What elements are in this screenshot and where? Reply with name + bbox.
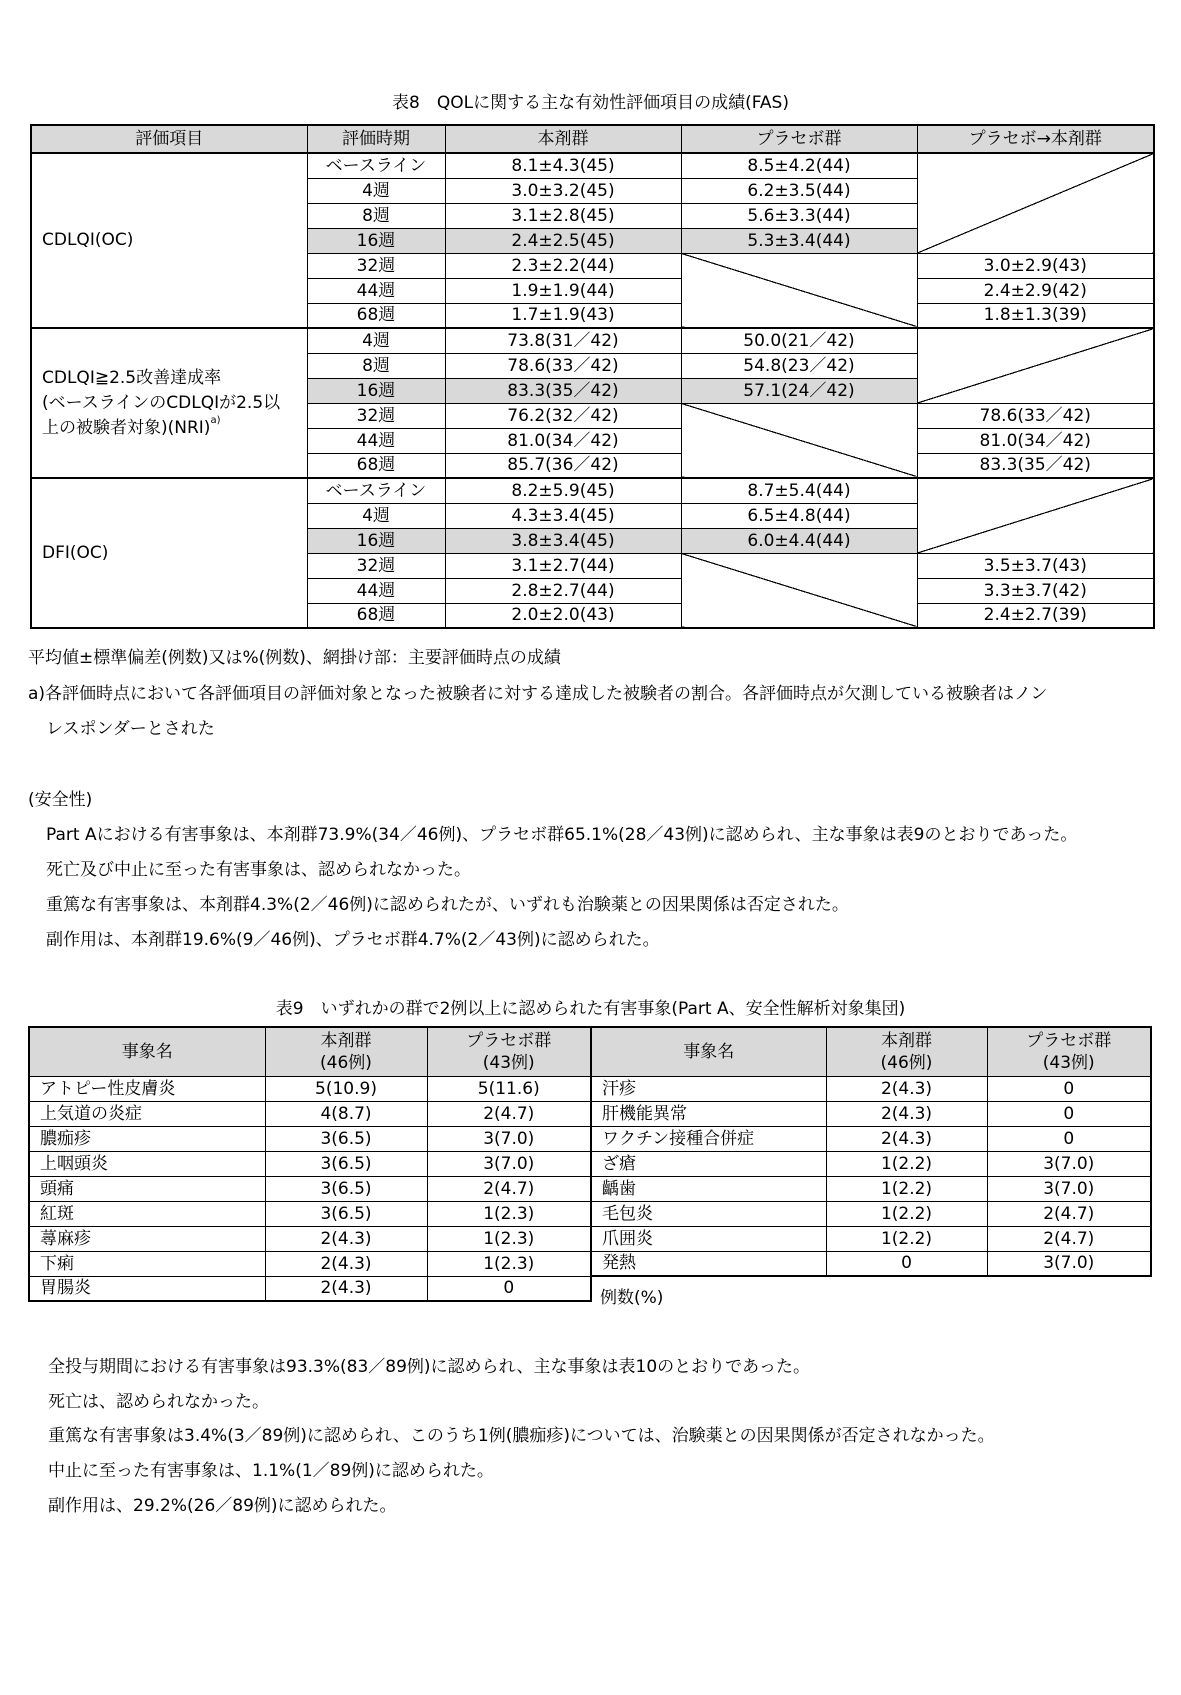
item-line: 上の被験者対象)(NRI) bbox=[42, 417, 211, 438]
event-cell: 上気道の炎症 bbox=[29, 1101, 265, 1126]
event-cell: 紅斑 bbox=[29, 1201, 265, 1226]
placebo-cell: 57.1(24／42) bbox=[681, 378, 917, 403]
placebo-cell: 2(4.7) bbox=[427, 1176, 591, 1201]
table8-caption: 表8 QOLに関する主な有効性評価項目の成績(FAS) bbox=[392, 93, 789, 113]
drug-cell: 85.7(36／42) bbox=[445, 453, 681, 478]
drug-cell: 73.8(31／42) bbox=[445, 328, 681, 353]
event-cell: 上咽頭炎 bbox=[29, 1151, 265, 1176]
header-period: 評価時期 bbox=[307, 125, 445, 153]
header-line: プラセボ群 bbox=[1026, 1030, 1112, 1051]
period-cell: 32週 bbox=[307, 403, 445, 428]
empty-diagonal-cell bbox=[681, 253, 917, 328]
period-cell: 8週 bbox=[307, 203, 445, 228]
table-row bbox=[31, 478, 1154, 503]
period-cell: 32週 bbox=[307, 253, 445, 278]
placebo-cell: 1(2.3) bbox=[427, 1226, 591, 1251]
event-cell: 汗疹 bbox=[591, 1076, 826, 1101]
safety-paragraph: 重篤な有害事象は、本剤群4.3%(2／46例)に認められたが、いずれも治験薬との因果関係は否定された。 bbox=[46, 895, 849, 915]
header-event: 事象名 bbox=[29, 1027, 265, 1076]
drug-cell: 78.6(33／42) bbox=[445, 353, 681, 378]
drug-cell: 1(2.2) bbox=[826, 1151, 987, 1176]
table-row bbox=[591, 1101, 1151, 1126]
group-cdlqi bbox=[31, 153, 1154, 328]
placebo-cell: 2(4.7) bbox=[427, 1101, 591, 1126]
table9-footnote: 例数(%) bbox=[600, 1288, 664, 1308]
safety-paragraph: 死亡及び中止に至った有害事象は、認められなかった。 bbox=[46, 860, 471, 880]
table-row bbox=[591, 1076, 1151, 1101]
period-cell: 16週 bbox=[307, 528, 445, 553]
header-line: (43例) bbox=[1042, 1052, 1095, 1073]
table9-header-row bbox=[591, 1027, 1151, 1076]
item-dfi: DFI(OC) bbox=[31, 478, 307, 628]
drug-cell: 83.3(35／42) bbox=[445, 378, 681, 403]
switch-cell: 83.3(35／42) bbox=[917, 453, 1154, 478]
table8 bbox=[30, 124, 1155, 629]
period-cell: 4週 bbox=[307, 328, 445, 353]
table-row bbox=[591, 1151, 1151, 1176]
drug-cell: 4.3±3.4(45) bbox=[445, 503, 681, 528]
header-line: プラセボ群 bbox=[466, 1030, 552, 1051]
drug-cell: 0 bbox=[826, 1251, 987, 1276]
table-row bbox=[31, 328, 1154, 353]
overall-paragraph: 全投与期間における有害事象は93.3%(83／89例)に認められ、主な事象は表10のとおりであった。 bbox=[48, 1357, 811, 1377]
drug-cell: 3(6.5) bbox=[265, 1126, 427, 1151]
table-row bbox=[29, 1276, 591, 1301]
placebo-cell: 3(7.0) bbox=[427, 1151, 591, 1176]
table-row bbox=[591, 1176, 1151, 1201]
placebo-cell: 0 bbox=[987, 1101, 1151, 1126]
drug-cell: 2.3±2.2(44) bbox=[445, 253, 681, 278]
empty-diagonal-cell bbox=[681, 403, 917, 478]
table8-note: 平均値±標準偏差(例数)又は%(例数)、網掛け部：主要評価時点の成績 bbox=[28, 648, 561, 668]
table-row bbox=[29, 1101, 591, 1126]
placebo-cell: 0 bbox=[987, 1126, 1151, 1151]
period-cell: 4週 bbox=[307, 178, 445, 203]
period-cell: 68週 bbox=[307, 453, 445, 478]
drug-cell: 5(10.9) bbox=[265, 1076, 427, 1101]
event-cell: 頭痛 bbox=[29, 1176, 265, 1201]
period-cell: ベースライン bbox=[307, 478, 445, 503]
period-cell: 44週 bbox=[307, 278, 445, 303]
placebo-cell: 8.5±4.2(44) bbox=[681, 153, 917, 178]
placebo-cell: 5.6±3.3(44) bbox=[681, 203, 917, 228]
switch-cell: 81.0(34／42) bbox=[917, 428, 1154, 453]
switch-cell: 3.0±2.9(43) bbox=[917, 253, 1154, 278]
event-cell: 下痢 bbox=[29, 1251, 265, 1276]
table9-right bbox=[590, 1026, 1152, 1277]
placebo-cell: 0 bbox=[987, 1076, 1151, 1101]
drug-cell: 1(2.2) bbox=[826, 1201, 987, 1226]
drug-cell: 4(8.7) bbox=[265, 1101, 427, 1126]
placebo-cell: 3(7.0) bbox=[987, 1151, 1151, 1176]
safety-paragraph: Part Aにおける有害事象は、本剤群73.9%(34／46例)、プラセボ群65.1%(28／43例)に認められ、主な事象は表9のとおりであった。 bbox=[46, 825, 1078, 845]
drug-cell: 2.0±2.0(43) bbox=[445, 603, 681, 628]
header-drug: 本剤群 bbox=[445, 125, 681, 153]
table-row bbox=[591, 1126, 1151, 1151]
table-row bbox=[591, 1226, 1151, 1251]
header-placebo bbox=[987, 1027, 1151, 1076]
drug-cell: 3.1±2.8(45) bbox=[445, 203, 681, 228]
table-row bbox=[591, 1251, 1151, 1276]
placebo-cell: 6.2±3.5(44) bbox=[681, 178, 917, 203]
empty-diagonal-cell bbox=[917, 153, 1154, 253]
switch-cell: 2.4±2.7(39) bbox=[917, 603, 1154, 628]
header-line: (46例) bbox=[320, 1052, 372, 1073]
table-row bbox=[29, 1076, 591, 1101]
placebo-cell: 54.8(23／42) bbox=[681, 353, 917, 378]
table9-header-row bbox=[29, 1027, 591, 1076]
header-line: 本剤群 bbox=[881, 1030, 932, 1051]
drug-cell: 3.1±2.7(44) bbox=[445, 553, 681, 578]
period-cell: 16週 bbox=[307, 228, 445, 253]
table8-footnote-a-cont: レスポンダーとされた bbox=[46, 719, 215, 739]
period-cell: 32週 bbox=[307, 553, 445, 578]
drug-cell: 2(4.3) bbox=[265, 1226, 427, 1251]
header-item: 評価項目 bbox=[31, 125, 307, 153]
event-cell: 胃腸炎 bbox=[29, 1276, 265, 1301]
overall-paragraph: 死亡は、認められなかった。 bbox=[48, 1392, 269, 1412]
placebo-cell: 1(2.3) bbox=[427, 1251, 591, 1276]
placebo-cell: 6.5±4.8(44) bbox=[681, 503, 917, 528]
header-drug bbox=[265, 1027, 427, 1076]
empty-diagonal-cell bbox=[917, 328, 1154, 403]
header-switch: プラセボ→本剤群 bbox=[917, 125, 1154, 153]
placebo-cell: 50.0(21／42) bbox=[681, 328, 917, 353]
period-cell: 4週 bbox=[307, 503, 445, 528]
event-cell: 肝機能異常 bbox=[591, 1101, 826, 1126]
footnote-marker: a) bbox=[210, 414, 221, 426]
switch-cell: 1.8±1.3(39) bbox=[917, 303, 1154, 328]
table9-left bbox=[28, 1026, 592, 1302]
table-row bbox=[29, 1251, 591, 1276]
placebo-cell: 6.0±4.4(44) bbox=[681, 528, 917, 553]
header-event: 事象名 bbox=[591, 1027, 826, 1076]
placebo-cell: 3(7.0) bbox=[987, 1251, 1151, 1276]
drug-cell: 76.2(32／42) bbox=[445, 403, 681, 428]
placebo-cell: 2(4.7) bbox=[987, 1201, 1151, 1226]
drug-cell: 3.8±3.4(45) bbox=[445, 528, 681, 553]
empty-diagonal-cell bbox=[917, 478, 1154, 553]
event-cell: 蕁麻疹 bbox=[29, 1226, 265, 1251]
drug-cell: 3(6.5) bbox=[265, 1176, 427, 1201]
drug-cell: 1.9±1.9(44) bbox=[445, 278, 681, 303]
table-row bbox=[31, 153, 1154, 178]
drug-cell: 1(2.2) bbox=[826, 1176, 987, 1201]
drug-cell: 8.2±5.9(45) bbox=[445, 478, 681, 503]
group-dfi bbox=[31, 478, 1154, 628]
drug-cell: 2(4.3) bbox=[265, 1276, 427, 1301]
table-row bbox=[29, 1226, 591, 1251]
switch-cell: 3.5±3.7(43) bbox=[917, 553, 1154, 578]
drug-cell: 81.0(34／42) bbox=[445, 428, 681, 453]
period-cell: 68週 bbox=[307, 603, 445, 628]
drug-cell: 2(4.3) bbox=[826, 1101, 987, 1126]
item-cdlqi: CDLQI(OC) bbox=[31, 153, 307, 328]
placebo-cell: 5(11.6) bbox=[427, 1076, 591, 1101]
placebo-cell: 1(2.3) bbox=[427, 1201, 591, 1226]
overall-paragraph: 重篤な有害事象は3.4%(3／89例)に認められ、このうち1例(膿痂疹)については、治験薬との因果関係が否定されなかった。 bbox=[48, 1426, 995, 1446]
header-line: (46例) bbox=[880, 1052, 933, 1073]
drug-cell: 2(4.3) bbox=[265, 1251, 427, 1276]
item-line: (ベースラインのCDLQIが2.5以 bbox=[42, 392, 281, 413]
period-cell: ベースライン bbox=[307, 153, 445, 178]
switch-cell: 2.4±2.9(42) bbox=[917, 278, 1154, 303]
period-cell: 8週 bbox=[307, 353, 445, 378]
table-row bbox=[29, 1201, 591, 1226]
empty-diagonal-cell bbox=[681, 553, 917, 628]
event-cell: ざ瘡 bbox=[591, 1151, 826, 1176]
group-cdlqi-improvement bbox=[31, 328, 1154, 478]
table8-header-row bbox=[31, 125, 1154, 153]
drug-cell: 2(4.3) bbox=[826, 1126, 987, 1151]
drug-cell: 2.8±2.7(44) bbox=[445, 578, 681, 603]
period-cell: 68週 bbox=[307, 303, 445, 328]
placebo-cell: 2(4.7) bbox=[987, 1226, 1151, 1251]
overall-paragraph: 副作用は、29.2%(26／89例)に認められた。 bbox=[48, 1496, 397, 1516]
header-drug bbox=[826, 1027, 987, 1076]
period-cell: 44週 bbox=[307, 428, 445, 453]
placebo-cell: 5.3±3.4(44) bbox=[681, 228, 917, 253]
event-cell: 発熱 bbox=[591, 1251, 826, 1276]
drug-cell: 3.0±3.2(45) bbox=[445, 178, 681, 203]
drug-cell: 3(6.5) bbox=[265, 1151, 427, 1176]
item-cdlqi-improvement bbox=[31, 328, 307, 478]
switch-cell: 78.6(33／42) bbox=[917, 403, 1154, 428]
header-placebo: プラセボ群 bbox=[681, 125, 917, 153]
table-row bbox=[591, 1201, 1151, 1226]
event-cell: 膿痂疹 bbox=[29, 1126, 265, 1151]
table8-footnote-a: a)各評価時点において各評価項目の評価対象となった被験者に対する達成した被験者の割合。各評価時点が欠測している被験者はノン bbox=[28, 684, 1048, 704]
header-line: 本剤群 bbox=[320, 1030, 372, 1051]
item-line: CDLQI≧2.5改善達成率 bbox=[42, 367, 222, 388]
header-line: (43例) bbox=[482, 1052, 535, 1073]
overall-paragraph: 中止に至った有害事象は、1.1%(1／89例)に認められた。 bbox=[48, 1461, 494, 1481]
drug-cell: 2.4±2.5(45) bbox=[445, 228, 681, 253]
table9-caption: 表9 いずれかの群で2例以上に認められた有害事象(Part A、安全性解析対象集団) bbox=[275, 999, 906, 1019]
table-row bbox=[29, 1176, 591, 1201]
placebo-cell: 8.7±5.4(44) bbox=[681, 478, 917, 503]
period-cell: 16週 bbox=[307, 378, 445, 403]
event-cell: 爪囲炎 bbox=[591, 1226, 826, 1251]
drug-cell: 8.1±4.3(45) bbox=[445, 153, 681, 178]
period-cell: 44週 bbox=[307, 578, 445, 603]
drug-cell: 3(6.5) bbox=[265, 1201, 427, 1226]
table-row bbox=[29, 1151, 591, 1176]
placebo-cell: 3(7.0) bbox=[987, 1176, 1151, 1201]
drug-cell: 1.7±1.9(43) bbox=[445, 303, 681, 328]
event-cell: 齲歯 bbox=[591, 1176, 826, 1201]
switch-cell: 3.3±3.7(42) bbox=[917, 578, 1154, 603]
placebo-cell: 3(7.0) bbox=[427, 1126, 591, 1151]
event-cell: ワクチン接種合併症 bbox=[591, 1126, 826, 1151]
event-cell: 毛包炎 bbox=[591, 1201, 826, 1226]
drug-cell: 2(4.3) bbox=[826, 1076, 987, 1101]
placebo-cell: 0 bbox=[427, 1276, 591, 1301]
safety-heading: (安全性) bbox=[28, 790, 93, 810]
event-cell: アトピー性皮膚炎 bbox=[29, 1076, 265, 1101]
table-row bbox=[29, 1126, 591, 1151]
drug-cell: 1(2.2) bbox=[826, 1226, 987, 1251]
safety-paragraph: 副作用は、本剤群19.6%(9／46例)、プラセボ群4.7%(2／43例)に認められた。 bbox=[46, 930, 660, 950]
header-placebo bbox=[427, 1027, 591, 1076]
